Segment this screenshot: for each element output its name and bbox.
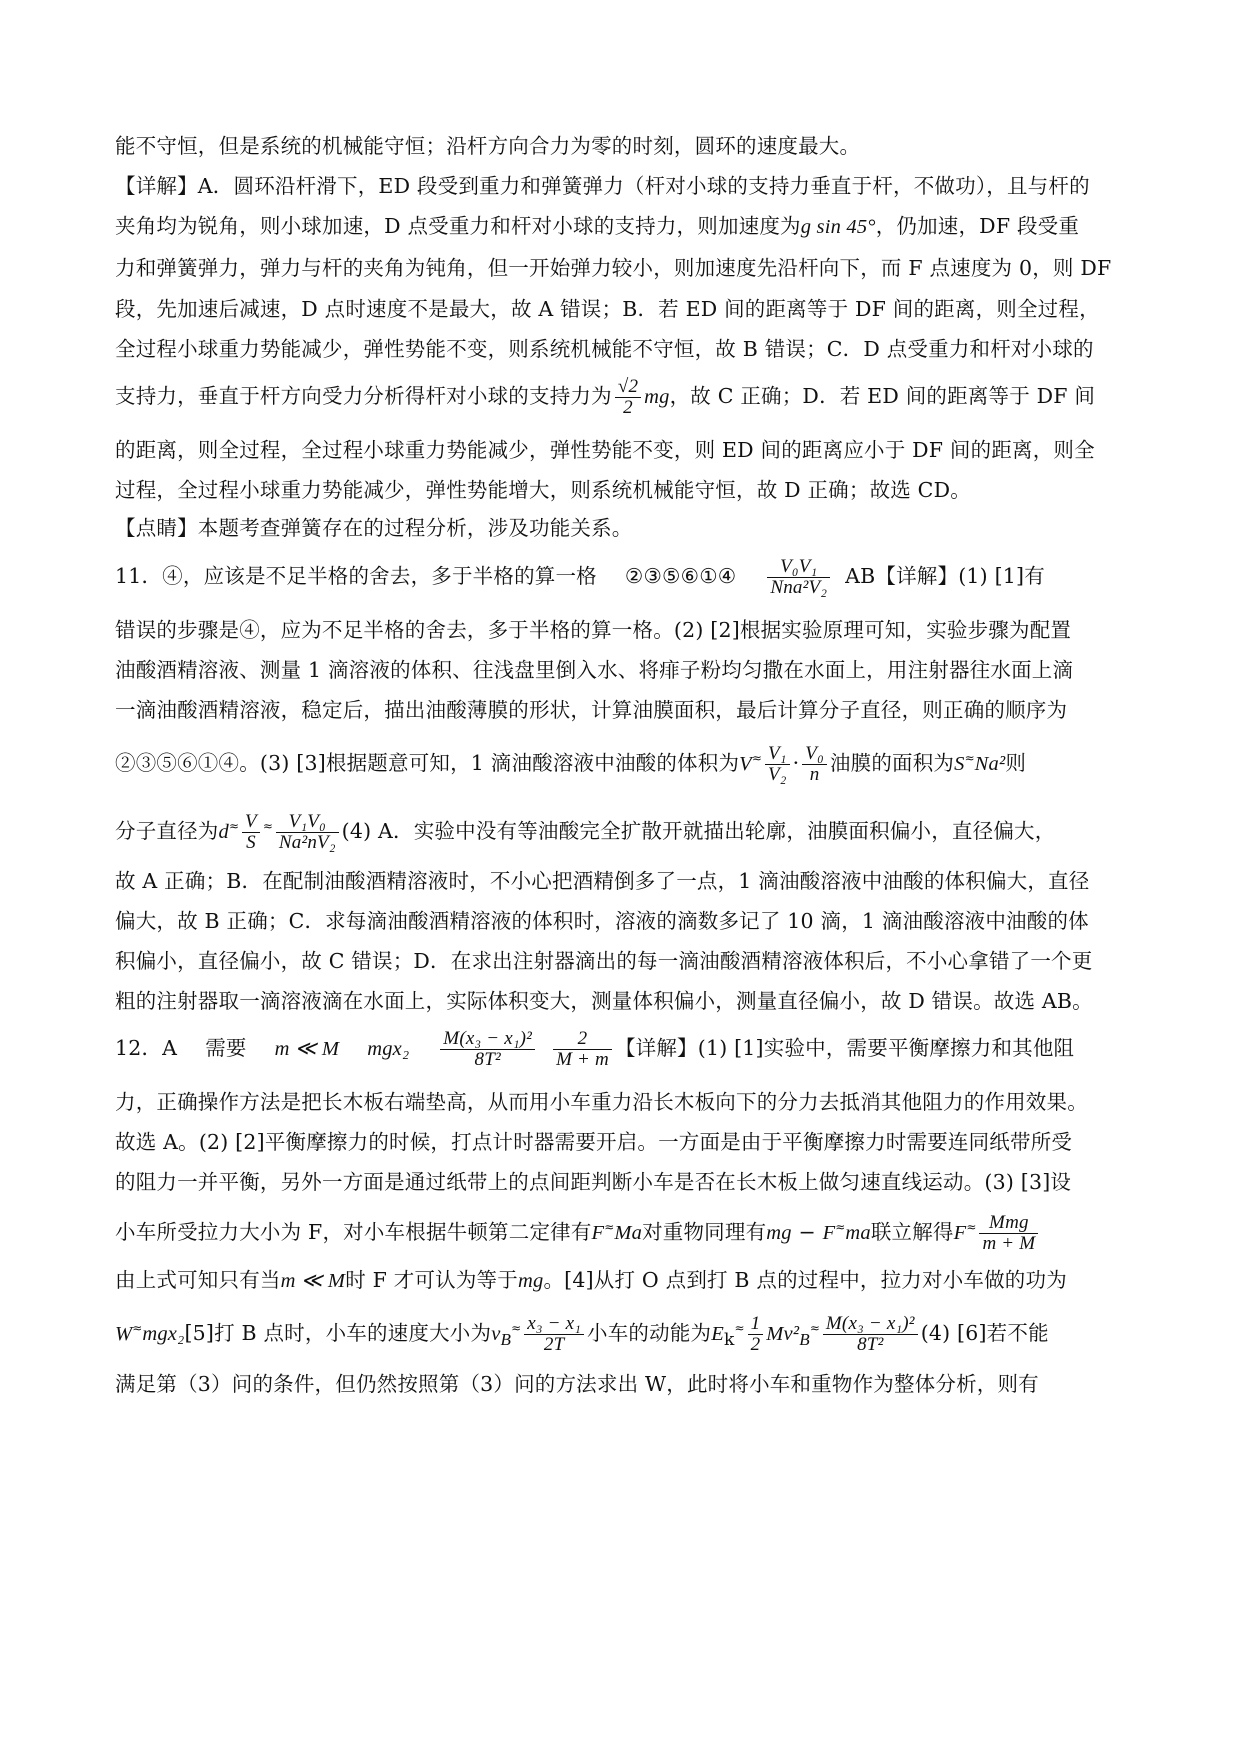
paragraph-text: 粗的注射器取一滴溶液滴在水面上，实际体积变大，测量体积偏小，测量直径偏小，故 D 错误。故选 AB。 xyxy=(115,989,1093,1013)
text-line xyxy=(115,1082,1125,1122)
text-line xyxy=(115,206,1125,246)
paragraph-text: 故 A 正确；B．在配制油酸酒精溶液时，不小心把酒精倒多了一点，1 滴油酸溶液中油酸的体积偏大，直径 xyxy=(115,869,1090,893)
math-expression: V xyxy=(739,752,752,775)
text-line xyxy=(115,126,1125,166)
equals-symbol: ≈ xyxy=(228,819,240,833)
math-fraction xyxy=(440,1029,535,1070)
math-fraction xyxy=(765,744,790,785)
equals-symbol: ≈ xyxy=(835,1220,846,1234)
math-expression: mgx₂ xyxy=(142,1322,185,1345)
paragraph-text: 支持力，垂直于杆方向受力分析得杆对小球的支持力为 xyxy=(115,384,612,408)
text-line xyxy=(115,366,1125,426)
math-expression: mg xyxy=(644,386,670,408)
paragraph-text: ②③⑤⑥①④。(3) [3]根据题意可知，1 滴油酸溶液中油酸的体积为 xyxy=(115,750,740,775)
math-expression: E xyxy=(711,1322,724,1345)
paragraph-text: 小车的动能为 xyxy=(587,1320,712,1345)
paragraph-text: 【详解】(1) [1]实验中，需要平衡摩擦力和其他阻 xyxy=(614,1036,1075,1060)
paragraph-text: 【点睛】本题考查弹簧存在的过程分析，涉及功能关系。 xyxy=(115,516,633,540)
paragraph-text: (4) [6]若不能 xyxy=(920,1320,1049,1345)
paragraph-text: 需要 xyxy=(205,1036,247,1060)
fraction-numerator: V₁ xyxy=(765,744,790,765)
text-line xyxy=(115,650,1125,690)
text-line: ②③⑤⑥①④。(3) [3]根据题意可知，1 滴油酸溶液中油酸的体积为V≈ $\frac{\text{V₁}}{\text{V₂}}$ · $\frac{\text{V₀}}{n}$ 油膜的面积为S≈Na²则 xyxy=(115,742,1027,785)
math-expression: W xyxy=(115,1322,133,1345)
paragraph-text: 偏大，故 B 正确；C．求每滴油酸酒精溶液的体积时，溶液的滴数多记了 10 滴，1 滴油酸溶液中油酸的体 xyxy=(115,909,1089,933)
math-expression: Na² xyxy=(974,752,1006,775)
math-fraction xyxy=(615,377,641,418)
equals-symbol: ≈ xyxy=(751,751,762,765)
equals-symbol: ≈ xyxy=(809,1321,820,1335)
paragraph-text: 的阻力一并平衡，另外一方面是通过纸带上的点间距判断小车是否在长木板上做匀速直线运动。(3) [3]设 xyxy=(115,1170,1072,1194)
paragraph-text: 油膜的面积为 xyxy=(829,750,955,775)
paragraph-text: 小车所受拉力大小为 F，对小车根据牛顿第二定律有 xyxy=(115,1219,592,1244)
answer-sequence: ②③⑤⑥①④ xyxy=(624,564,737,588)
text-line xyxy=(115,1162,1125,1202)
text-line xyxy=(115,470,1125,510)
paragraph-text: 力和弹簧弹力，弹力与杆的夹角为钝角，但一开始弹力较小，则加速度先沿杆向下，而 F 点速度为 0，则 DF xyxy=(115,256,1112,280)
text-line: 小车所受拉力大小为 F，对小车根据牛顿第二定律有F≈Ma对重物同理有mg − F≈ma联立解得F≈ $\frac{\text{Mmg}}{m + M}$ xyxy=(115,1197,1125,1257)
paragraph-text: 力，正确操作方法是把长木板右端垫高，从而用小车重力沿长木板向下的分力去抵消其他阻力的作用效果。 xyxy=(115,1090,1088,1114)
text-line xyxy=(115,901,1125,941)
paragraph-text: 联立解得 xyxy=(870,1219,954,1244)
fraction-numerator: V₀V₁ xyxy=(767,557,830,578)
equals-symbol: ≈ xyxy=(966,1220,977,1234)
text-line xyxy=(115,610,1125,650)
equals-symbol: ≈ xyxy=(734,1321,745,1335)
fraction-numerator: x₃ − x₁ xyxy=(524,1314,584,1335)
math-fraction xyxy=(748,1314,764,1355)
paragraph-text: 全过程小球重力势能减少，弹性势能不变，则系统机械能不守恒，故 B 错误；C．D 点受重力和杆对小球的 xyxy=(115,337,1094,361)
text-line xyxy=(115,981,1125,1021)
paragraph-text: 夹角均为锐角，则小球加速，D 点受重力和杆对小球的支持力，则加速度为 xyxy=(115,214,801,238)
math-fraction xyxy=(979,1213,1038,1254)
fraction-denominator: m + M xyxy=(982,1232,1036,1254)
text-line xyxy=(115,166,1125,206)
fraction-denominator: 8T² xyxy=(474,1049,501,1070)
text-line xyxy=(115,941,1125,981)
paragraph-text: 错误的步骤是④，应为不足半格的舍去，多于半格的算一格。(2) [2]根据实验原理可知，实验步骤为配置 xyxy=(115,618,1072,642)
fraction-numerator: Mmg xyxy=(979,1213,1038,1234)
equals-symbol: ≈ xyxy=(604,1220,615,1234)
fraction-denominator: n xyxy=(809,763,820,785)
paragraph-text: 能不守恒，但是系统的机械能守恒；沿杆方向合力为零的时刻，圆环的速度最大。 xyxy=(115,134,861,158)
math-expression: Mv² xyxy=(766,1322,800,1345)
fraction-denominator: 2 xyxy=(750,1333,761,1355)
fraction-numerator: 2 xyxy=(553,1029,612,1050)
paragraph-text: 时 F 才可认为等于 xyxy=(345,1268,518,1292)
paragraph-text: 11．④，应该是不足半格的舍去，多于半格的算一格 xyxy=(115,564,597,588)
paragraph-text: AB【详解】(1) [1]有 xyxy=(845,564,1045,588)
paragraph-text: 则 xyxy=(1005,750,1027,775)
math-expression: mg xyxy=(766,1221,792,1244)
math-fraction xyxy=(242,812,260,853)
paragraph-text: (4) A．实验中没有等油酸完全扩散开就描出轮廓，油膜面积偏小，直径偏大， xyxy=(341,818,1056,843)
paragraph-text: ，仍加速，DF 段受重 xyxy=(875,214,1080,238)
text-line xyxy=(115,861,1125,901)
fraction-denominator: Na²nV₂ xyxy=(278,831,336,853)
fraction-numerator: √2 xyxy=(615,377,641,398)
text-line xyxy=(115,248,1125,288)
math-expression: F xyxy=(591,1221,605,1244)
math-expression: F xyxy=(822,1221,836,1244)
paragraph-text: 。[4]从打 O 点到打 B 点的过程中，拉力对小车做的功为 xyxy=(543,1268,1067,1292)
math-subscript: B xyxy=(799,1329,810,1349)
equals-symbol: ≈ xyxy=(964,751,975,765)
math-fraction xyxy=(802,744,827,785)
math-expression: d xyxy=(218,820,229,843)
paragraph-text: [5]打 B 点时，小车的速度大小为 xyxy=(184,1320,492,1345)
paragraph-text: 故选 A。(2) [2]平衡摩擦力的时候，打点计时器需要开启。一方面是由于平衡摩擦力时需要连同纸带所受 xyxy=(115,1130,1073,1154)
text-line xyxy=(115,796,1125,856)
math-expression: m ≪ M xyxy=(280,1270,346,1292)
paragraph-text: 过程，全过程小球重力势能减少，弹性势能增大，则系统机械能守恒，故 D 正确；故选 CD。 xyxy=(115,478,971,502)
text-line xyxy=(115,546,1125,606)
equals-symbol: ≈ xyxy=(132,1321,143,1335)
math-expression: v xyxy=(491,1322,501,1345)
equals-symbol: ≈ xyxy=(262,819,273,833)
text-line xyxy=(115,1260,1125,1300)
math-fraction xyxy=(276,812,339,853)
paragraph-text: 12．A xyxy=(115,1036,178,1060)
fraction-denominator: 2T xyxy=(543,1333,565,1355)
fraction-denominator: 2 xyxy=(623,397,633,418)
math-expression: F xyxy=(953,1221,967,1244)
math-expression: mgx₂ xyxy=(367,1038,410,1060)
fraction-denominator: M + m xyxy=(556,1049,609,1070)
math-expression: mg xyxy=(517,1270,544,1292)
fraction-numerator: V₀ xyxy=(802,744,827,765)
paragraph-text: 由上式可知只有当 xyxy=(115,1268,281,1292)
text-line xyxy=(115,1122,1125,1162)
math-fraction xyxy=(524,1314,584,1355)
paragraph-text: 【详解】A．圆环沿杆滑下，ED 段受到重力和弹簧弹力（杆对小球的支持力垂直于杆，不做功），且与杆的 xyxy=(115,174,1090,198)
math-expression: g sin 45° xyxy=(800,216,876,238)
fraction-numerator: V xyxy=(242,812,260,833)
math-subscript: B xyxy=(500,1329,512,1349)
math-expression: S xyxy=(954,752,965,775)
text-line xyxy=(115,329,1125,369)
text-line xyxy=(115,289,1125,329)
math-subscript: k xyxy=(723,1329,735,1350)
equals-symbol: ≈ xyxy=(511,1321,522,1335)
paragraph-text: 积偏小，直径偏小，故 C 错误；D．在求出注射器滴出的每一滴油酸酒精溶液体积后，不小心拿错了一个更 xyxy=(115,949,1093,973)
math-expression: m ≪ M xyxy=(274,1038,340,1060)
math-expression: ma xyxy=(845,1221,871,1244)
fraction-numerator: M(x₃ − x₁)² xyxy=(823,1314,918,1335)
text-line xyxy=(115,1298,1125,1358)
fraction-denominator: Nna²V₂ xyxy=(770,577,828,598)
paragraph-text: 对重物同理有 xyxy=(642,1219,767,1244)
fraction-denominator: S xyxy=(246,831,256,853)
fraction-numerator: V₁V₀ xyxy=(276,812,339,833)
fraction-numerator: 1 xyxy=(748,1314,764,1335)
paragraph-text: 段，先加速后减速，D 点时速度不是最大，故 A 错误；B．若 ED 间的距离等于 DF 间的距离，则全过程， xyxy=(115,297,1100,321)
math-expression: Ma xyxy=(614,1221,643,1244)
paragraph-text: 一滴油酸酒精溶液，稳定后，描出油酸薄膜的形状，计算油膜面积，最后计算分子直径，则正确的顺序为 xyxy=(115,698,1068,722)
paragraph-text: ，故 C 正确；D．若 ED 间的距离等于 DF 间 xyxy=(669,384,1096,408)
math-fraction xyxy=(553,1029,612,1070)
paragraph-text: 满足第（3）问的条件，但仍然按照第（3）问的方法求出 W，此时将小车和重物作为整体分析，则有 xyxy=(115,1372,1039,1396)
text-line xyxy=(115,1364,1125,1404)
paragraph-text: 油酸酒精溶液、测量 1 滴溶液的体积、往浅盘里倒入水、将痱子粉均匀撒在水面上，用注射器往水面上滴 xyxy=(115,658,1074,682)
fraction-denominator: 8T² xyxy=(857,1333,884,1355)
text-line xyxy=(115,508,1125,548)
math-fraction xyxy=(767,557,830,598)
text-line xyxy=(115,430,1125,470)
paragraph-text: 的距离，则全过程，全过程小球重力势能减少，弹性势能不变，则 ED 间的距离应小于 DF 间的距离，则全 xyxy=(115,438,1095,462)
text-line xyxy=(115,690,1125,730)
math-fraction xyxy=(823,1314,918,1355)
fraction-numerator: M(x₃ − x₁)² xyxy=(440,1029,535,1050)
fraction-denominator: V₂ xyxy=(767,763,787,785)
paragraph-text: 分子直径为 xyxy=(115,818,219,843)
text-line xyxy=(115,1018,1125,1078)
